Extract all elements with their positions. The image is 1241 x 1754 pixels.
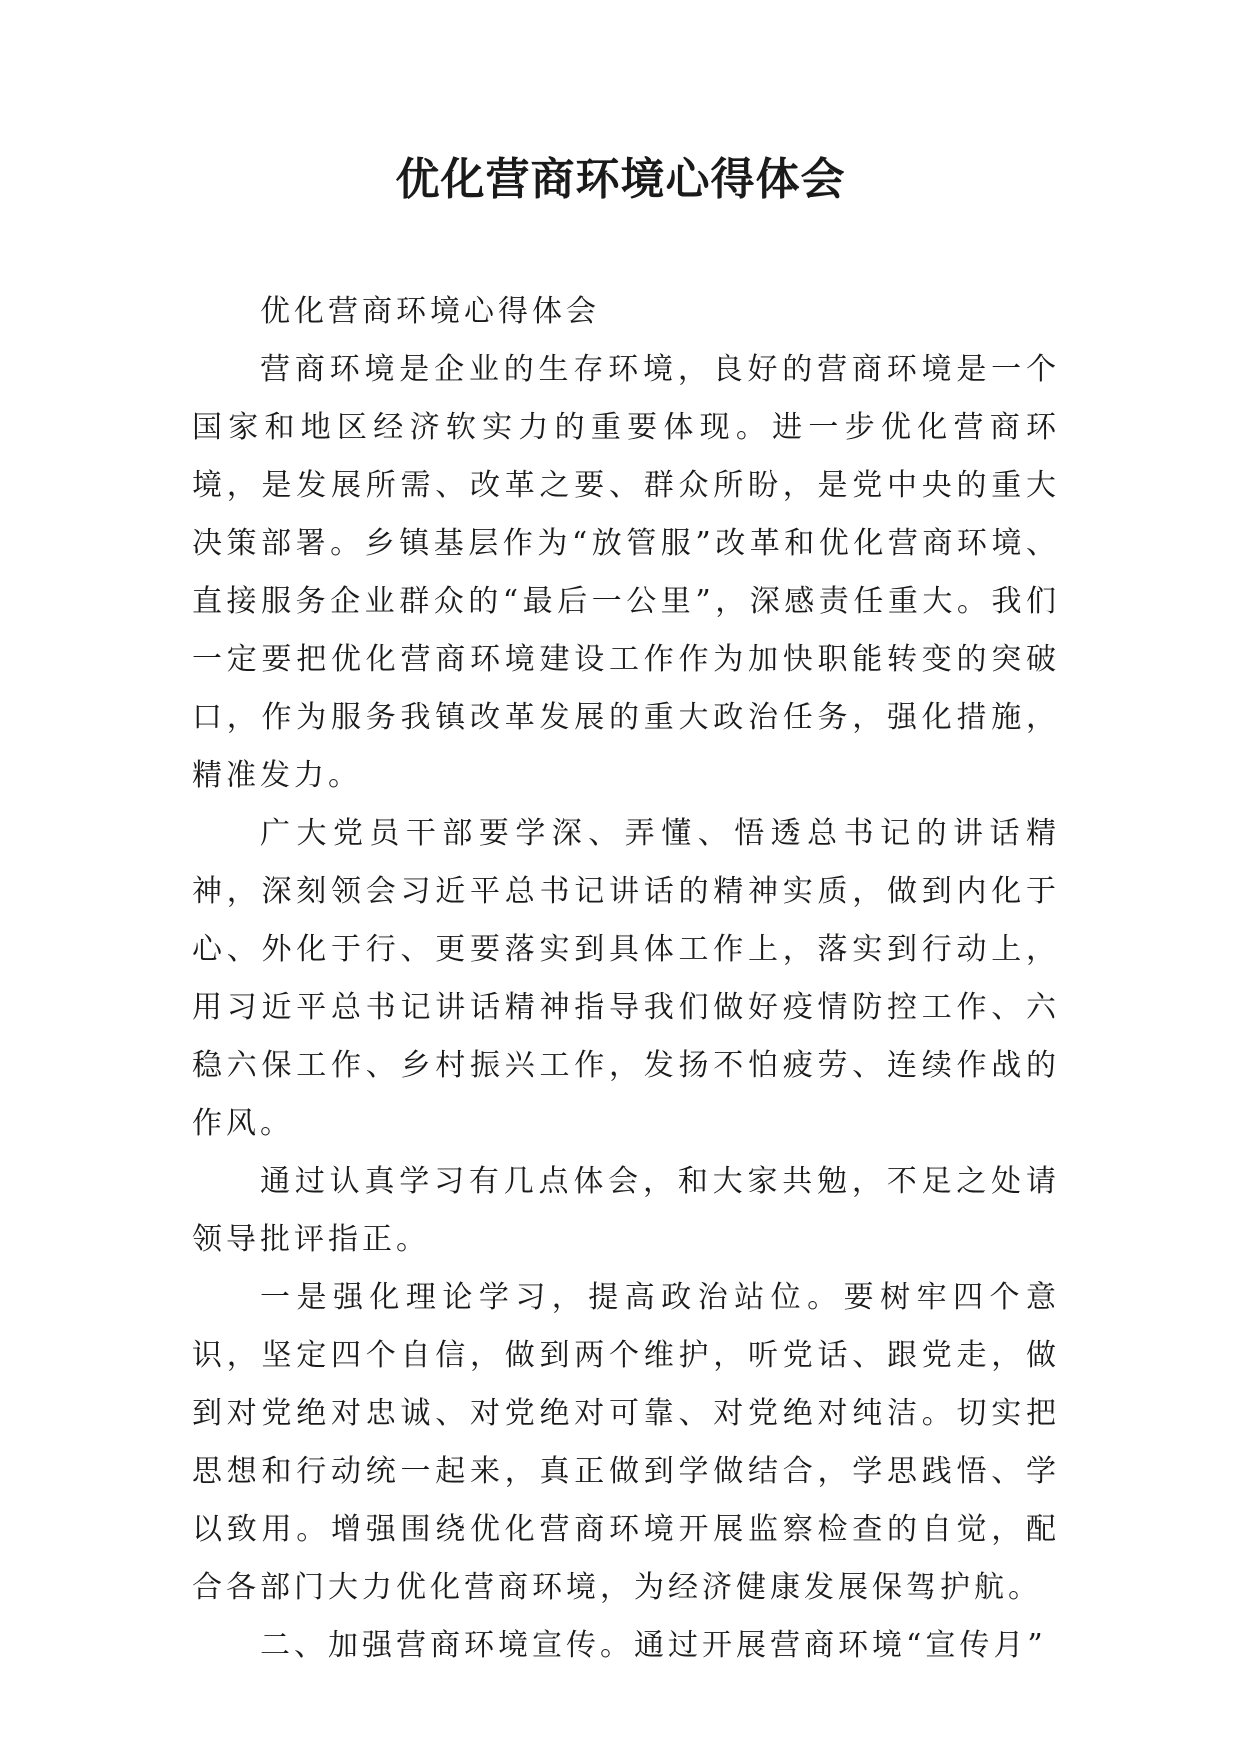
paragraph-5: 二、加强营商环境宣传。通过开展营商环境“宣传月”: [260, 1628, 1047, 1663]
paragraph-3: 通过认真学习有几点体会，和大家共勉，不足之处请领导批评指正。: [192, 1164, 1060, 1257]
document-body: [192, 283, 1060, 1675]
paragraph-2: 广大党员干部要学深、弄懂、悟透总书记的讲话精神，深刻领会习近平总书记讲话的精神实质，做到内化于心、外化于行、更要落实到具体工作上，落实到行动上，用习近平总书记讲话精神指导我们做好疫情防控工作、六稳六保工作、乡村振兴工作，发扬不怕疲劳、连续作战的作风。: [192, 816, 1060, 1141]
paragraph-1: 营商环境是企业的生存环境，良好的营商环境是一个国家和地区经济软实力的重要体现。进一步优化营商环境，是发展所需、改革之要、群众所盼，是党中央的重大决策部署。乡镇基层作为“放管服”改革和优化营商环境、直接服务企业群众的“最后一公里”，深感责任重大。我们一定要把优化营商环境建设工作作为加快职能转变的突破口，作为服务我镇改革发展的重大政治任务，强化措施，精准发力。: [192, 352, 1060, 793]
paragraph-subtitle: 优化营商环境心得体会: [260, 294, 600, 329]
document-title: 优化营商环境心得体会: [395, 154, 846, 205]
paragraph-4: 一是强化理论学习，提高政治站位。要树牢四个意识，坚定四个自信，做到两个维护，听党话、跟党走，做到对党绝对忠诚、对党绝对可靠、对党绝对纯洁。切实把思想和行动统一起来，真正做到学做结合，学思践悟、学以致用。增强围绕优化营商环境开展监察检查的自觉，配合各部门大力优化营商环境，为经济健康发展保驾护航。: [192, 1280, 1060, 1605]
